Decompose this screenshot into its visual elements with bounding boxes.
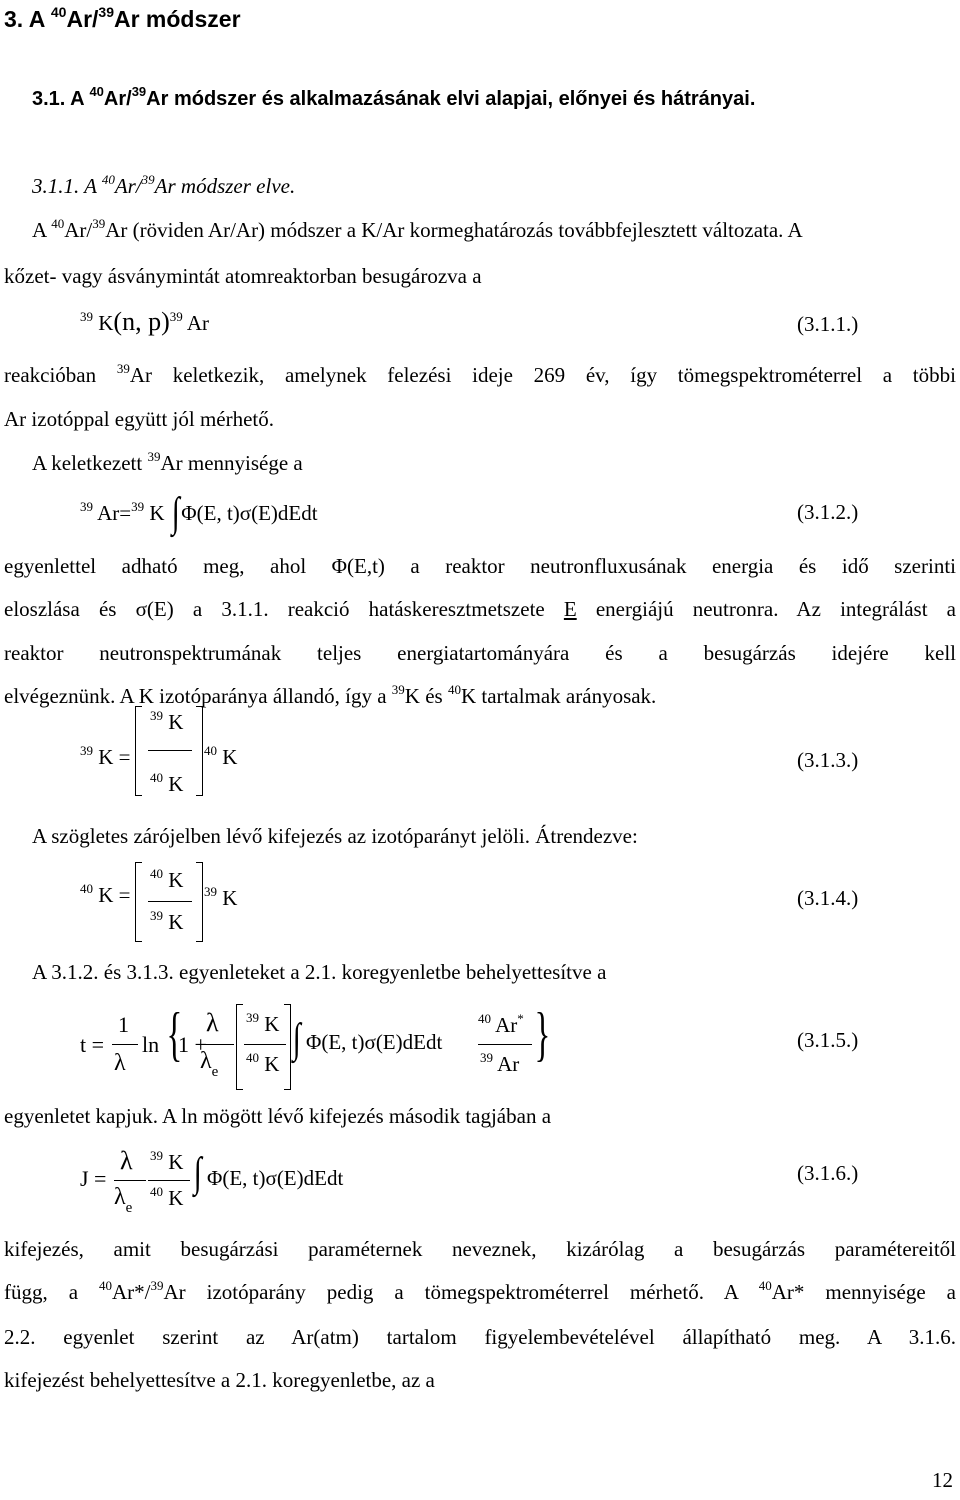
t-equals: t =: [80, 1032, 105, 1057]
ar-symbol: Ar: [495, 1013, 518, 1037]
sup-40: 40: [150, 1184, 163, 1199]
heading-number: 3. A: [4, 6, 51, 32]
sup-40: 40: [150, 866, 163, 881]
sup-39: 39: [246, 1010, 259, 1025]
fraction-bar: [244, 1044, 286, 1045]
subheading-number: 3.1. A: [32, 88, 90, 110]
page-number: 12: [932, 1468, 953, 1492]
lambda: λ: [200, 1048, 212, 1074]
lambda: λ: [114, 1184, 126, 1210]
subheading-sup-40: 40: [89, 84, 104, 99]
sup-40: 40: [99, 1278, 113, 1293]
sup-39: 39: [131, 499, 145, 514]
right-bracket: [196, 706, 203, 796]
ar-symbol: Ar=: [97, 501, 132, 525]
paragraph-7-line-1: kifejezés, amit besugárzási paraméternek neveznek, kizárólag a besugárzás paramétereitől: [4, 1237, 956, 1261]
integrand: Φ(E, t)σ(E)dEdt: [181, 501, 318, 525]
paragraph-5-line-1: A 3.1.2. és 3.1.3. egyenleteket a 2.1. koregyenletbe behelyettesítve a: [32, 960, 607, 984]
eq5-k-numerator: [246, 1012, 279, 1037]
eq5-k-denominator: [246, 1052, 279, 1077]
fraction-bar: [148, 901, 192, 902]
eq3-rhs: [204, 745, 237, 770]
paragraph-7-line-3: 2.2. egyenlet szerint az Ar(atm) tartalom figyelembevételével állapítható meg. A 3.1.6.: [4, 1325, 956, 1349]
section-heading: [4, 6, 241, 35]
paragraph-1-line-2: kőzet- vagy ásványmintát atomreaktorban besugározva a: [4, 264, 482, 288]
text: Ar (röviden Ar/Ar) módszer a K/Ar kormeghatározás továbbfejlesztett változata. A: [105, 218, 803, 242]
text: elvégeznünk. A K izotóparánya állandó, így a: [4, 684, 392, 708]
right-brace: }: [534, 1001, 551, 1067]
sup-40: 40: [80, 881, 93, 896]
left-brace: {: [166, 1001, 183, 1067]
ln: ln: [142, 1032, 160, 1057]
sup-40: 40: [246, 1050, 259, 1065]
sup-40: 40: [204, 743, 217, 758]
k-equals: K =: [98, 745, 131, 769]
eq6-k-denominator: [150, 1186, 183, 1211]
text: eloszlása és σ(E) a 3.1.1. reakció hatáskeresztmetszete: [4, 597, 564, 621]
one-plus: 1 +: [178, 1032, 207, 1057]
text: reakcióban: [4, 363, 117, 387]
subsubheading-mid: Ar/: [114, 174, 142, 198]
paragraph-7-line-2: [4, 1278, 956, 1305]
heading-mid: Ar/: [66, 6, 99, 32]
fraction-bar: [148, 1180, 190, 1181]
integral-sign: ∫: [171, 490, 180, 536]
ar-symbol: Ar: [497, 1052, 520, 1076]
subsubheading-number: 3.1.1. A: [32, 174, 102, 198]
k-symbol: K: [222, 745, 238, 769]
sup-39: 39: [169, 309, 183, 324]
eq4-denominator: [150, 910, 183, 935]
heading-sup-39: 39: [98, 4, 114, 20]
paragraph-3-line-4: [4, 682, 657, 709]
text: Ar*/: [112, 1280, 151, 1304]
text: Ar izotóparány pedig a tömegspektrométerrel mérhető. A: [163, 1280, 759, 1304]
paragraph-2-line-2: Ar izotóppal együtt jól mérhető.: [4, 407, 275, 431]
subsubheading-sup-40: 40: [101, 172, 115, 187]
reaction: (n, p): [113, 307, 170, 336]
eq3-numerator: [150, 710, 183, 735]
paragraph-1-line-1: [32, 216, 803, 243]
k-symbol: K: [264, 1052, 280, 1076]
equation-number-3-1-6: (3.1.6.): [797, 1161, 859, 1185]
k-symbol: K: [149, 501, 165, 525]
text: K és: [404, 684, 448, 708]
ar-star-numerator: [478, 1013, 524, 1038]
text: Ar/: [64, 218, 93, 242]
eq3-denominator: [150, 772, 183, 797]
fraction-bar: [478, 1044, 532, 1045]
lambda: λ: [206, 1008, 219, 1037]
equation-number-3-1-5: (3.1.5.): [797, 1028, 859, 1052]
k-symbol: K: [98, 311, 114, 335]
k-symbol: K: [168, 1186, 184, 1210]
integrand: Φ(E, t)σ(E)dEdt: [207, 1166, 344, 1190]
right-bracket: [196, 862, 203, 942]
text: függ, a: [4, 1280, 100, 1304]
equation-number-3-1-4: (3.1.4.): [797, 886, 859, 910]
text: K tartalmak arányosak.: [460, 684, 657, 708]
eq4-lhs: [80, 883, 131, 908]
integral-sign: ∫: [193, 1150, 202, 1196]
k-symbol: K: [264, 1012, 280, 1036]
sup-39: 39: [80, 743, 93, 758]
text: Ar keletkezik, amelynek felezési ideje 269 év, így tömegspektrométerrel a többi: [129, 363, 956, 387]
text: A: [32, 218, 52, 242]
sup-39: 39: [480, 1050, 493, 1065]
paragraph-3-line-1: egyenlettel adható meg, ahol Φ(E,t) a reaktor neutronfluxusának energia és idő szerinti: [4, 554, 956, 578]
text: Ar* mennyisége a: [771, 1280, 956, 1304]
right-bracket: [284, 1004, 291, 1090]
k-symbol: K: [168, 772, 184, 796]
sup-39: 39: [80, 309, 93, 324]
lambda-e: [200, 1048, 219, 1080]
one: 1: [118, 1012, 129, 1037]
lambda: λ: [114, 1050, 126, 1076]
subsection-heading: [32, 84, 756, 112]
lambda: λ: [120, 1146, 133, 1175]
eq4-rhs: [204, 886, 237, 911]
equation-number-3-1-1: (3.1.1.): [797, 312, 859, 336]
paragraph-2-line-1: [4, 361, 956, 388]
subscript-e: e: [125, 1200, 133, 1216]
k-symbol: K: [168, 910, 184, 934]
sup-39: 39: [116, 361, 130, 376]
left-bracket: [135, 862, 142, 942]
paragraph-6-line-1: egyenletet kapjuk. A ln mögött lévő kifejezés második tagjában a: [4, 1104, 552, 1128]
fraction-bar: [112, 1044, 138, 1045]
equation-3-1-1: [80, 309, 209, 339]
subsubsection-heading: [32, 172, 296, 199]
sup-39: 39: [150, 1278, 164, 1293]
k-symbol: K: [168, 710, 184, 734]
fraction-bar: [148, 750, 192, 751]
equation-3-1-2: [80, 492, 318, 536]
sup-39: 39: [150, 708, 163, 723]
integral-sign: ∫: [292, 1016, 301, 1062]
sup-40: 40: [51, 216, 65, 231]
text: Ar mennyisége a: [160, 451, 303, 475]
subheading-sup-39: 39: [131, 84, 147, 99]
fraction-bar: [114, 1180, 146, 1181]
sup-39: 39: [204, 884, 217, 899]
sup-39: 39: [147, 449, 161, 464]
equation-number-3-1-2: (3.1.2.): [797, 500, 859, 524]
k-symbol: K: [168, 1150, 184, 1174]
text: A keletkezett: [32, 451, 148, 475]
eq3-lhs: [80, 745, 131, 770]
paragraph-4-line-1: A szögletes zárójelben lévő kifejezés az izotóparányt jelöli. Átrendezve:: [32, 824, 638, 848]
paragraph-3-line-3: reaktor neutronspektrumának teljes energiatartományára és a besugárzás idejére kell: [4, 641, 956, 665]
subheading-rest: Ar módszer és alkalmazásának elvi alapjai, előnyei és hátrányai.: [146, 88, 756, 110]
sup-40: 40: [447, 682, 461, 697]
asterisk: *: [517, 1011, 524, 1026]
subscript-e: e: [211, 1064, 219, 1080]
sup-39: 39: [80, 499, 93, 514]
j-equals: J =: [80, 1166, 107, 1191]
integrand: Φ(E, t)σ(E)dEdt: [306, 1030, 443, 1054]
heading-rest: Ar módszer: [113, 6, 241, 32]
equation-number-3-1-3: (3.1.3.): [797, 748, 859, 772]
left-bracket: [135, 706, 142, 796]
subsubheading-rest: Ar módszer elve.: [154, 174, 296, 198]
sup-40: 40: [478, 1011, 491, 1026]
sup-39: 39: [92, 216, 106, 231]
subheading-mid: Ar/: [103, 88, 132, 110]
ar-symbol: Ar: [186, 311, 210, 335]
sup-40: 40: [758, 1278, 772, 1293]
text: energiájú neutronra. Az integrálást a: [576, 597, 956, 621]
subsubheading-sup-39: 39: [141, 172, 155, 187]
sup-39: 39: [391, 682, 405, 697]
left-bracket: [236, 1004, 243, 1090]
k-symbol: K: [222, 886, 238, 910]
sup-39: 39: [150, 908, 163, 923]
sup-39: 39: [150, 1148, 163, 1163]
paragraph-3-line-2: [4, 599, 956, 620]
sup-40: 40: [150, 770, 163, 785]
lambda-e: [114, 1184, 133, 1216]
eq6-k-numerator: [150, 1150, 183, 1175]
fraction-bar: [198, 1044, 234, 1045]
heading-sup-40: 40: [50, 4, 67, 20]
k-equals: K =: [98, 883, 131, 907]
underlined-e: E: [563, 597, 577, 621]
paragraph-7-line-4: kifejezést behelyettesítve a 2.1. koregyenletbe, az a: [4, 1368, 435, 1392]
eq4-numerator: [150, 868, 183, 893]
k-symbol: K: [168, 868, 184, 892]
paragraph-2-line-3: [32, 449, 303, 476]
ar-denominator: [480, 1052, 519, 1077]
